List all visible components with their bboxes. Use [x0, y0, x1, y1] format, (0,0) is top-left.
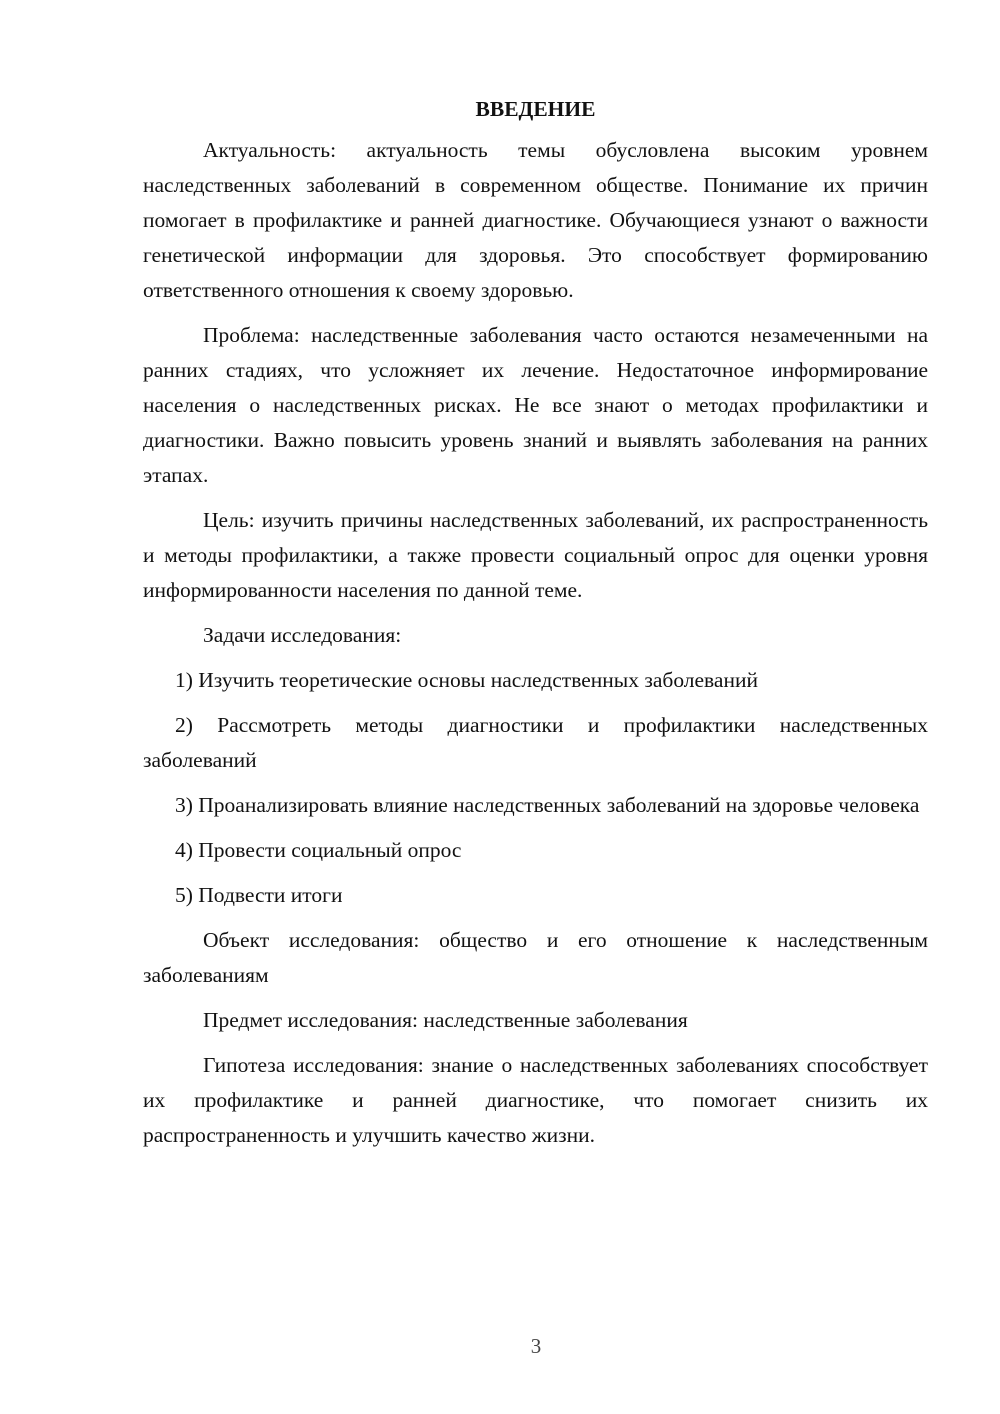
subject-paragraph: Предмет исследования: наследственные заболевания [203, 1008, 688, 1032]
tasks-title: Задачи исследования: [203, 623, 402, 647]
task-item-1: 1) Изучить теоретические основы наследственных заболеваний [175, 668, 758, 692]
object-paragraph: Объект исследования: общество и его отношение к наследственным заболеваниям [143, 928, 928, 987]
page-number: 3 [530, 1334, 542, 1358]
problem-paragraph: Проблема: наследственные заболевания часто остаются незамеченными на ранних стадиях, что усложняет их лечение. Недостаточное информирование населения о наследственных рисках. Не все знают о методах профилактики и диагностики. Важно повысить уровень знаний и выявлять заболевания на ранних этапах. [143, 323, 928, 487]
task-item-2: 2) Рассмотреть методы диагностики и профилактики наследственных заболеваний [143, 713, 928, 772]
task-item-5: 5) Подвести итоги [175, 883, 343, 907]
section-heading: ВВЕДЕНИЕ [475, 97, 596, 121]
document-body [143, 92, 928, 1163]
relevance-paragraph: Актуальность: актуальность темы обусловлена высоким уровнем наследственных заболеваний в современном обществе. Понимание их причин помогает в профилактике и ранней диагностике. Обучающиеся узнают о важности генетической информации для здоровья. Это способствует формированию ответственного отношения к своему здоровью. [143, 138, 928, 302]
goal-paragraph: Цель: изучить причины наследственных заболеваний, их распространенность и методы профилактики, а также провести социальный опрос для оценки уровня информированности населения по данной теме. [143, 508, 928, 602]
hypothesis-paragraph: Гипотеза исследования: знание о наследственных заболеваниях способствует их профилактике и ранней диагностике, что помогает снизить их распространенность и улучшить качество жизни. [143, 1053, 928, 1147]
task-item-3: 3) Проанализировать влияние наследственных заболеваний на здоровье человека [175, 793, 920, 817]
task-item-4: 4) Провести социальный опрос [175, 838, 462, 862]
